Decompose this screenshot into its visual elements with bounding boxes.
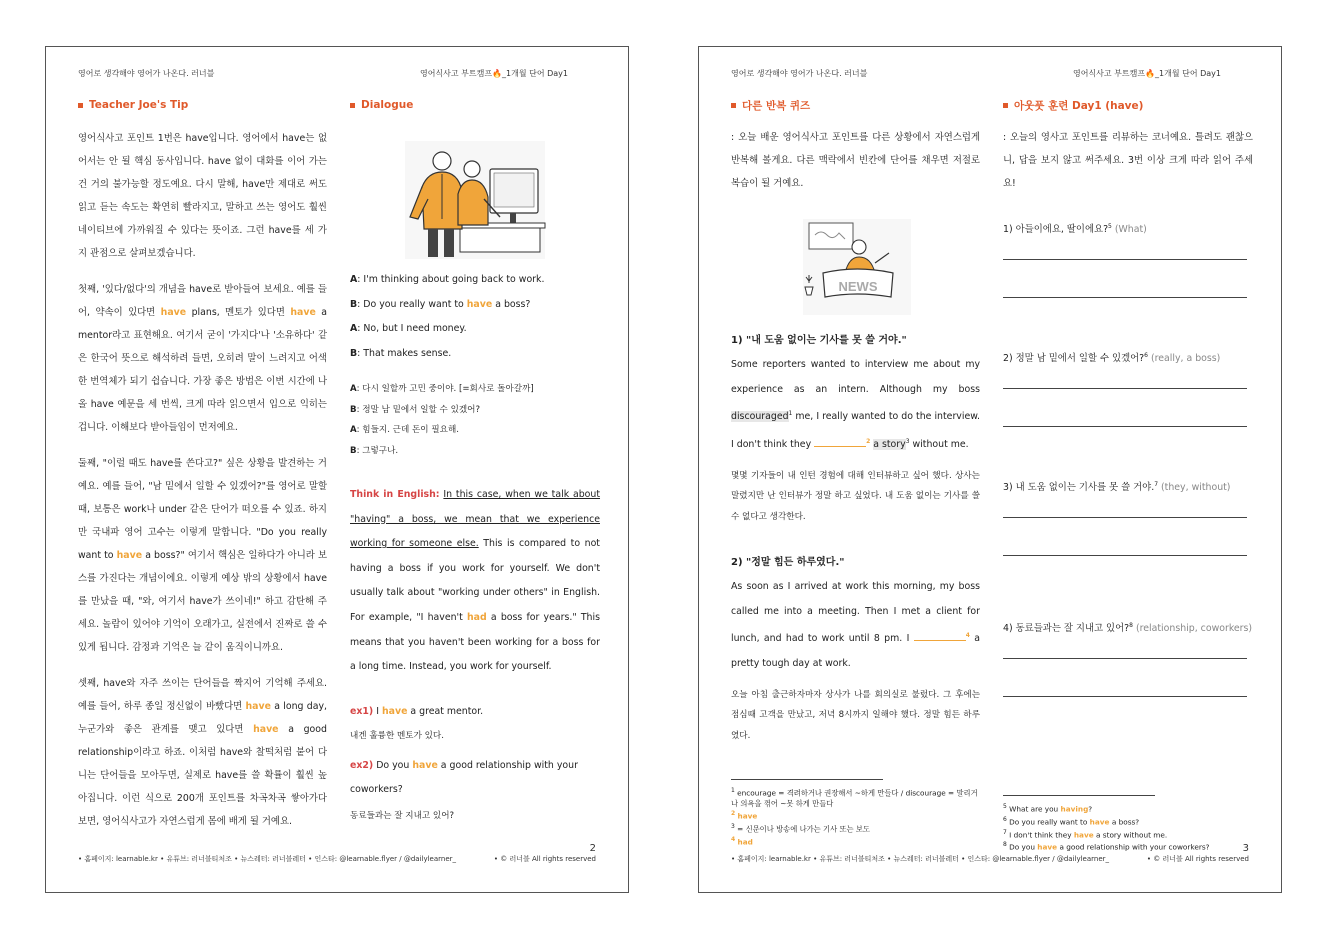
dialogue-column (350, 97, 600, 826)
answer-line[interactable] (1003, 658, 1247, 659)
quiz-1-title: 1) "내 도움 없이는 기사를 못 쓸 거야." (731, 335, 907, 346)
bullet-square-icon (78, 103, 83, 108)
example-1: ex1) I have a great mentor. (350, 705, 484, 717)
section-title-dialogue: Dialogue (350, 97, 600, 113)
dialogue-line: A: I'm thinking about going back to work. (350, 274, 545, 285)
news-sign-label: NEWS (838, 279, 878, 294)
footer-links: • 홈페이지: learnable.kr • 유튜브: 러너블티처조 • 뉴스레터: 러너블레터 • 인스타: @learnable.flyer / @dailylearner_ (78, 855, 457, 863)
footnote-divider (1003, 795, 1155, 796)
example-2: ex2) Do you have a good relationship with your coworkers? (350, 759, 578, 796)
dialogue-kr-line: B: 정말 남 밑에서 일할 수 있겠어? (350, 404, 481, 415)
tip-paragraph-4: 셋째, have와 자주 쓰이는 단어들을 짝지어 기억해 주세요. 예를 들어, 하루 종일 정신없이 바빴다면 have a long day, 누군가와 좋은 관계를 맺고 있다면 have a good relationship이라고 하죠. 이처럼 have와 찰떡처럼 붙어 다니는 단어들을 모아두면, 실제로 have를 쓸 확률이 훨씬 높아집니다. 이런 식으로 200개 포인트를 차곡차곡 쌓아가다 보면, 영어식사고가 자연스럽게 몸에 배게 될 거예요. (78, 678, 327, 827)
answer-line[interactable] (1003, 426, 1247, 427)
answer-blank-2[interactable] (814, 437, 866, 447)
dialogue-line: B: That makes sense. (350, 347, 452, 359)
quiz-column (731, 97, 980, 746)
drill-item-3: 3) 내 도움 없이는 기사를 못 쓸 거야.$^7$ (they, without) (1003, 475, 1253, 616)
footnote: $^6$ Do you really want to have a boss? (1003, 815, 1140, 827)
answer-line[interactable] (1003, 696, 1247, 697)
quiz-intro: : 오늘 배운 영어식사고 포인트를 다른 상황에서 자연스럽게 반복해 볼게요. 다른 맥락에서 빈칸에 단어를 채우면 저절로 복습이 될 거예요. (731, 132, 980, 189)
office-illustration (400, 139, 550, 261)
footnotes-right (1003, 795, 1253, 853)
header-left: 영어로 생각해야 영어가 나온다. 러너블 (78, 69, 215, 78)
footnote: $^5$ What are you having? (1003, 803, 1093, 814)
tip-paragraph-1: 영어식사고 포인트 1번은 have입니다. 영어에서 have는 없어서는 안 될 핵심 동사입니다. have 없이 대화를 이어 가는 건 거의 불가능할 정도예요. 다시 말해, have만 제대로 써도 읽고 듣는 속도는 확연히 빨라지고, 말하고 쓰는 영어도 훨씬 네이티브에 가까워질 수 있다는 뜻이죠. 그런 have를 세 가지 관점으로 살펴보겠습니다. (78, 133, 327, 259)
dialogue-kr-line: B: 그렇구나. (350, 445, 399, 456)
quiz-1-translation: 몇몇 기자들이 내 인턴 경험에 대해 인터뷰하고 싶어 했다. 상사는 말렸지만 난 인터뷰가 정말 하고 싶었다. 내 도움 없이는 기사를 쓸 수 없다고 생각한다. (731, 470, 980, 522)
dialogue-line: A: No, but I need money. (350, 323, 467, 334)
header-right: 영어식사고 부트캠프🔥_1개월 단어 Day1 (419, 69, 568, 78)
section-title-quiz: 다른 반복 퀴즈 (731, 97, 980, 113)
page-3 (698, 46, 1282, 893)
footnote: $^2$ have (731, 810, 758, 821)
footer-links: • 홈페이지: learnable.kr • 유튜브: 러너블티처조 • 뉴스레터: 러너블레터 • 인스타: @learnable.flyer / @dailylearner_ (731, 855, 1110, 863)
page-number: 2 (589, 843, 596, 854)
dialogue-english (350, 268, 600, 366)
quiz-2-translation: 오늘 아침 출근하자마자 상사가 나를 회의실로 불렀다. 그 후에는 점심때 고객을 만났고, 저녁 8시까지 일해야 했다. 정말 힘든 하루였다. (731, 689, 980, 741)
footer-copyright: • © 러너블 All rights reserved (1146, 855, 1249, 863)
page-number: 3 (1242, 843, 1249, 854)
think-in-english-paragraph: Think in English: In this case, when we talk about "having" a boss, we mean that we experience working for someone else. This is compared to not having a boss if you work for yourself. We don't usually talk about "working under others" in English. For example, "I haven't had a boss for years." This means that you haven't been working for a boss for a long time. Instead, you work for yourself. (350, 489, 601, 673)
header-left: 영어로 생각해야 영어가 나온다. 러너블 (731, 69, 868, 78)
tip-paragraph-3: 둘째, "이럴 때도 have를 쓴다고?" 싶은 상황을 발견하는 거예요. 예를 들어, "남 밑에서 일할 수 있겠어?"를 영어로 말할 때, 보통은 work나 under 같은 단어가 떠오를 수 있죠. 하지만 국내파 영어 고수는 이렇게 말합니다. "Do you really want to have a boss?" 여기서 핵심은 일하다가 아니라 보스를 가진다는 개념이에요. 이렇게 예상 밖의 상황에서 have를 만났을 때, "와, 여기서 have가 쓰이네!" 하고 감탄해 주세요. 놀람이 있어야 기억이 오래가고, 실전에서 진짜로 쓸 수 있게 됩니다. 감정과 기억은 늘 같이 움직이니까요. (78, 458, 328, 653)
footnote: $^4$ had (731, 835, 753, 847)
footnotes-left (731, 779, 980, 848)
bullet-square-icon (350, 103, 355, 108)
dialogue-line: B: Do you really want to have a boss? (350, 298, 531, 310)
dialogue-korean (350, 379, 600, 461)
drill-item-4: 4) 동료들과는 잘 지내고 있어?$^8$ (relationship, coworkers) (1003, 616, 1253, 697)
answer-line[interactable] (1003, 297, 1247, 298)
section-title-output-drill: 아웃풋 훈련 Day1 (have) (1003, 97, 1253, 113)
answer-line[interactable] (1003, 517, 1247, 518)
news-illustration (801, 217, 913, 317)
answer-line[interactable] (1003, 388, 1247, 389)
page-2 (45, 46, 629, 893)
answer-blank-4[interactable] (914, 631, 966, 641)
dialogue-kr-line: A: 다시 일할까 고민 중이야. [=회사로 돌아갈까] (350, 384, 534, 394)
footnote: $^7$ I don't think they have a story without me. (1003, 828, 1168, 840)
example-1-kr: 내겐 훌륭한 멘토가 있다. (350, 731, 444, 742)
bullet-square-icon (731, 103, 736, 108)
footer-copyright: • © 러너블 All rights reserved (493, 855, 596, 863)
section-title-tip: Teacher Joe's Tip (78, 97, 327, 113)
quiz-2-passage: As soon as I arrived at work this morning, my boss called me into a meeting. Then I met a client for lunch, and had to work until 8 pm. I $^4$ a pretty tough day at work. (731, 581, 980, 670)
answer-line[interactable] (1003, 259, 1247, 260)
example-2-kr: 동료들과는 잘 지내고 있어? (350, 810, 455, 821)
tip-paragraph-2: 첫째, '있다/없다'의 개념을 have로 받아들여 보세요. 예를 들어, 약속이 있다면 have plans, 멘토가 있다면 have a mentor라고 표현해요. 여기서 굳이 '가지다'나 '소유하다' 같은 한국어 뜻으로 해석하려 들면, 오히려 말이 느려지고 어색한 번역체가 되기 쉽습니다. 가장 좋은 방법은 이번 시간에 나올 have 예문을 세 번씩, 크게 따라 읽으면서 입으로 익히는 겁니다. 이해보다 받아들임이 먼저예요. (78, 284, 327, 433)
quiz-1-passage: Some reporters wanted to interview me about my experience as an intern. Although my boss discouraged$^1$ me, I really wanted to do the interview. I don't think they $^2$ a story$^3$ without me. (731, 359, 980, 451)
footnote-divider (731, 779, 883, 780)
footnote: $^3$ = 신문이나 방송에 나가는 기사 또는 보도 (731, 823, 870, 834)
drill-item-2: 2) 정말 남 밑에서 일할 수 있겠어?$^6$ (really, a boss) (1003, 346, 1253, 475)
header-right: 영어식사고 부트캠프🔥_1개월 단어 Day1 (1072, 69, 1221, 78)
footnote: $^1$ encourage = 격려하거나 권장해서 ~하게 만들다 / discourage = 말리거나 의욕을 꺾어 ~못 하게 만들다 (731, 787, 978, 808)
output-drill-column (1003, 97, 1253, 697)
quiz-2-title: 2) "정말 힘든 하루였다." (731, 557, 845, 569)
tip-column (78, 97, 327, 833)
footnote: $^8$ Do you have a good relationship with your coworkers? (1003, 841, 1210, 852)
drill-item-1: 1) 아들이에요, 딸이에요?$^5$ (What) (1003, 217, 1253, 346)
drill-intro: : 오늘의 영사고 포인트를 리뷰하는 코너예요. 틀려도 괜찮으니, 답을 보지 않고 써주세요. 3번 이상 크게 따라 읽어 주세요! (1003, 132, 1253, 189)
dialogue-kr-line: A: 힘들지. 근데 돈이 필요해. (350, 425, 459, 435)
answer-line[interactable] (1003, 555, 1247, 556)
bullet-square-icon (1003, 103, 1008, 108)
